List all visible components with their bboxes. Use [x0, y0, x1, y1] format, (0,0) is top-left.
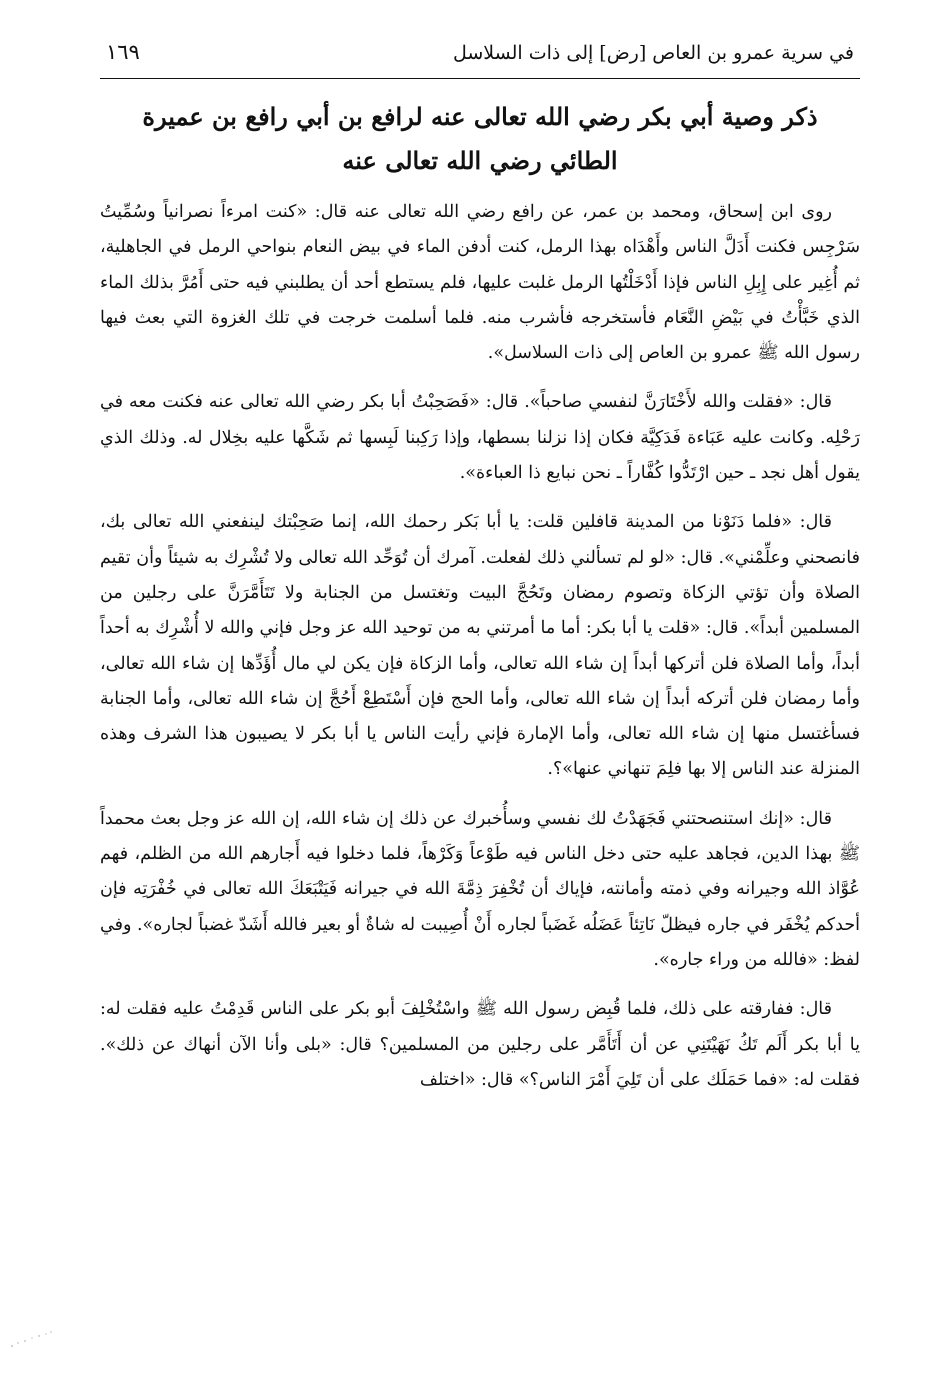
paragraph-1: روى ابن إسحاق، ومحمد بن عمر، عن رافع رضي الله تعالى عنه قال: «كنت امرءاً نصرانياً وسُمِّيتُ سَرْجِس فكنت أَدَلَّ الناس وأَهْدَاه بهذا الرمل، كنت أدفن الماء في بيض النعام بنواحي الرمل في الجاهلية، ثم أُغِير على إِبِلِ الناس فإذا أَدْخَلْتُها الرمل غلبت عليها، فلم يستطع أحد أن يطلبني فيه حتى أَمُرَّ بذلك الماء الذي خَبَّأْتُ في بَيْضِ النَّعَام فأستخرجه فأشرب منه. فلما أسلمت خرجت في تلك الغزوة التي بعث فيها رسول الله ﷺ عمرو بن العاص إلى ذات السلاسل».: [100, 202, 860, 364]
paragraph-3: قال: «فلما دَنَوْنا من المدينة قافلين قلت: يا أبا بَكر رحمك الله، إنما صَحِبْتك لينفعني الله تعالى بك، فانصحني وعلِّمْني». قال: «لو لم تسألني ذلك لفعلت. آمرك أن تُوَحِّد الله تعالى ولا تُشْرِك به شيئاً وأن تقيم الصلاة وأن تؤتي الزكاة وتصوم رمضان وتَحُجَّ البيت وتغتسل من الجنابة ولا تَتَأَمَّرَنَّ على رجلين من المسلمين أبداً». قال: «قلت يا أبا بكر: أما ما أمرتني به من توحيد الله عز وجل فإني والله لا أُشْرِك به أحداً أبداً، وأما الصلاة فلن أتركها أبداً إن شاء الله تعالى، وأما الزكاة فإن يكن لي مال أُؤَدِّها إن شاء الله تعالى، وأما رمضان فلن أتركه أبداً إن شاء الله تعالى، وأما الحج فإن أَسْتَطِعْ أَحُجَّ إن شاء الله تعالى، وأما الجنابة فسأغتسل منها إن شاء الله تعالى، وأما الإمارة فإني رأيت الناس يا أبا بكر لا يصيبون هذا الشرف وهذه المنزلة عند الناس إلا بها فلِمَ تنهاني عنها»؟.: [100, 512, 860, 780]
scan-speckle: [8, 1328, 54, 1350]
paragraph-2: قال: «فقلت والله لأَخْتَارَنَّ لنفسي صاحباً». قال: «فَصَحِبْتُ أبا بكر رضي الله تعالى عنه فكنت معه في رَحْلِه. وكانت عليه عَبَاءة فَدَكِيَّة فكان إذا نزلنا بسطها، وإذا رَكِبنا لَبِسها ثم شَكَّها عليه بخِلال له. وذلك الذي يقول أهل نجد ـ حين ارْتَدُّوا كُفَّاراً ـ نحن نبايع ذا العباءة».: [100, 392, 860, 484]
running-header: [100, 40, 860, 79]
paragraph-4: قال: «إنك استنصحتني فَجَهَدْتُ لك نفسي وسأُخبرك عن ذلك إن شاء الله، إن الله عز وجل بعث محمداً ﷺ بهذا الدين، فجاهد عليه حتى دخل الناس فيه طَوْعاً وَكَرْهاً، فلما دخلوا فيه أَجارهم الله من الظلم، فهم عُوَّاذ الله وجيرانه وفي ذمته وأمانته، فإياك أن تُخْفِرَ ذِمَّةَ الله في جيرانه فَيَتْبَعَكَ الله تعالى في خُفْرَتِه فإن أحدكم يُخْفَر في جاره فيظلّ نَاتِئاً عَضَلُه غَضَباً لجاره أَنْ أُصِيبت له شاةٌ أو بعير فالله أَشَدّ غضباً لجاره». وفي لفظ: «فالله من وراء جاره».: [100, 808, 860, 970]
section-heading-line-1: ذكر وصية أبي بكر رضي الله تعالى عنه لرافع بن أبي رافع بن عميرة: [142, 102, 818, 131]
section-heading: [100, 95, 860, 183]
section-heading-line-2: الطائي رضي الله تعالى عنه: [342, 146, 618, 175]
paragraph-5: قال: ففارقته على ذلك، فلما قُبِض رسول الله ﷺ واسْتُخْلِفَ أبو بكر على الناس قَدِمْتُ عليه فقلت له: يا أبا بكر أَلَم تَكُ نَهَيْتَنِي عن أن أَتَأَمَّر على رجلين من المسلمين؟ قال: «بلى وأنا الآن أنهاك عن ذلك». فقلت له: «فما حَمَلَك على أن تَلِيَ أَمْرَ الناس؟» قال: «اختلف: [100, 999, 860, 1090]
running-title: في سرية عمرو بن العاص [رض] إلى ذات السلاسل: [452, 42, 854, 64]
page-number: ١٦٩: [106, 40, 140, 64]
book-page: [100, 40, 860, 1340]
